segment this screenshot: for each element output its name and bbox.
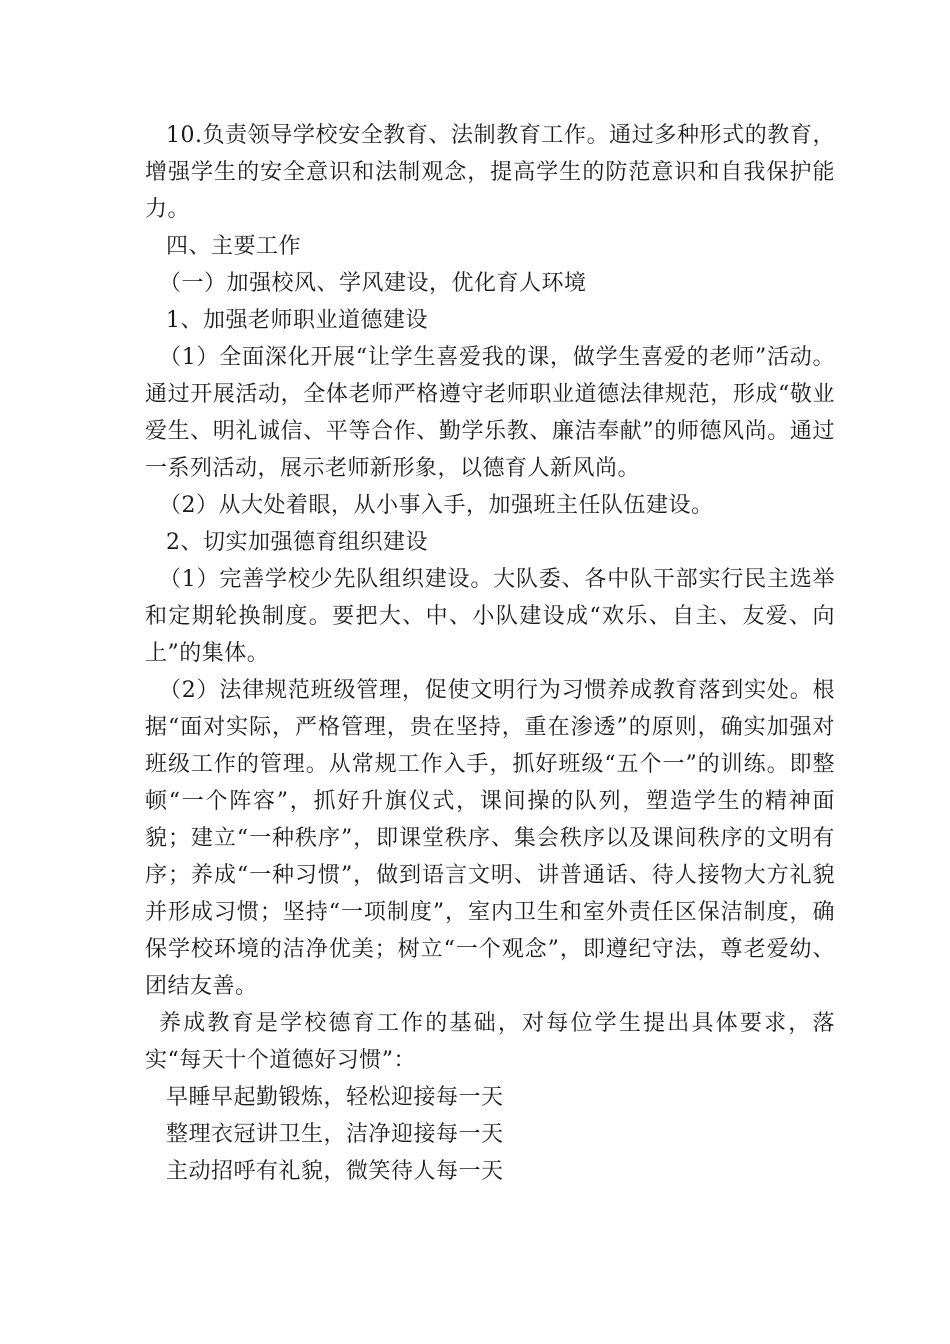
habit-line-3: 主动招呼有礼貌，微笑待人每一天 (166, 1159, 504, 1184)
habit-line-2: 整理衣冠讲卫生，洁净迎接每一天 (166, 1122, 504, 1147)
item-heading-teacher-ethics: 1、加强老师职业道德建设 (166, 308, 428, 333)
paragraph-organization-1: （1）完善学校少先队组织建设。大队委、各中队干部实行民主选举和定期轮换制度。要把大、中、小队建设成“欢乐、自主、友爱、向上”的集体。 (145, 567, 835, 666)
paragraph-habit-education: 养成教育是学校德育工作的基础，对每位学生提出具体要求，落实“每天十个道德好习惯”： (145, 1011, 835, 1073)
item-heading-moral-organization: 2、切实加强德育组织建设 (166, 530, 428, 555)
paragraph-organization-2: （2）法律规范班级管理，促使文明行为习惯养成教育落到实处。根据“面对实际，严格管理，贵在坚持，重在渗透”的原则，确实加强对班级工作的管理。从常规工作入手，抓好班级“五个一”的训练。即整顿“一个阵容”，抓好升旗仪式，课间操的队列，塑造学生的精神面貌；建立“一种秩序”，即课堂秩序、集会秩序以及课间秩序的文明有序；养成“一种习惯”，做到语言文明、讲普通话、待人接物大方礼貌并形成习惯；坚持“一项制度”，室内卫生和室外责任区保洁制度，确保学校环境的洁净优美；树立“一个观念”，即遵纪守法，尊老爱幼、团结友善。 (145, 678, 835, 999)
subsection-heading-school-spirit: （一）加强校风、学风建设，优化育人环境 (159, 271, 587, 296)
document-body (145, 117, 835, 1190)
section-heading-main-work: 四、主要工作 (166, 234, 302, 259)
paragraph-teacher-ethics-1: （1）全面深化开展“让学生喜爱我的课，做学生喜爱的老师”活动。通过开展活动，全体老师严格遵守老师职业道德法律规范，形成“敬业爱生、明礼诚信、平等合作、勤学乐教、廉洁奉献”的师德风尚。通过一系列活动，展示老师新形象，以德育人新风尚。 (145, 345, 835, 481)
habit-line-1: 早睡早起勤锻炼，轻松迎接每一天 (166, 1085, 504, 1110)
paragraph-responsibility-10: 10.负责领导学校安全教育、法制教育工作。通过多种形式的教育，增强学生的安全意识和法制观念，提高学生的防范意识和自我保护能力。 (145, 123, 835, 222)
paragraph-teacher-ethics-2: （2）从大处着眼，从小事入手，加强班主任队伍建设。 (159, 493, 714, 518)
